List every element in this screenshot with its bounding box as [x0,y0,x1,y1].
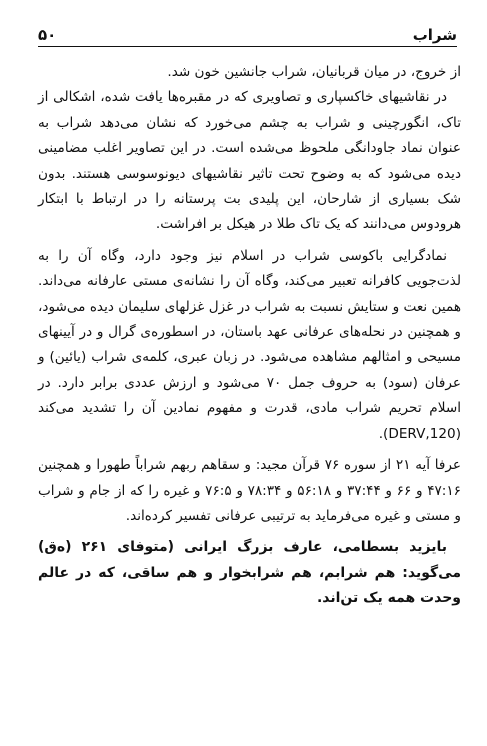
paragraph-4: عرفا آیه ۲۱ از سوره ۷۶ قرآن مجید: و سقاهم ربهم شراباً طهورا و همچنین ۴۷:۱۶ و ۶۶ و ۳۷:۴۴ و ۵۶:۱۸ و ۷۸:۳۴ و ۷۶:۵ و غیره را که از جام و شراب و مستی و غیره می‌فرماید به ترتیبی عرفانی تفسیر کرده‌اند. [38,457,461,524]
paragraph-2: در نقاشیهای خاکسپاری و تصاویری که در مقبره‌ها یافت شده، اشکالی از تاک، انگورچینی و شراب به چشم می‌خورد که نشان می‌دهد شراب به عنوان نماد جاودانگی ملحوظ می‌شده است. در این تصاویر اغلب مضامینی دیده می‌شود که به وضوح تحت تاثیر نقاشیهای دیونوسوسی هستند. بدون شک بسیاری از شارحان، این پلیدی بت پرستانه را در ارتباط با ابتکار هرودوس می‌دانند که یک تاک طلا در هیکل بر افراشت. [38,89,461,233]
paragraph-5: بایزید بسطامی، عارف بزرگ ایرانی (متوفای ۲۶۱ (ه‌ق) می‌گوید: هم شرابم، هم شرابخوار و هم ساقی، که در عالم وحدت همه یک تن‌اند. [38,539,461,607]
paragraph-3: نمادگرایی باکوسی شراب در اسلام نیز وجود دارد، وگاه آن را به لذت‌جویی کافرانه تعبیر می‌کند، وگاه آن را نشانه‌ی مستی عارفانه می‌داند. همین نعت و ستایش نسبت به شراب در غزل غزلهای سلیمان دیده می‌شود، و همچنین در نحله‌های عرفانی عهد باستان، در اسطوره‌ی گرال و در آیینهای مسیحی و امثالهم مشاهده می‌شود. در زبان عبری، کلمه‌ی شراب (یائین) و عرفان (سود) به حروف جمل ۷۰ می‌شود و ارزش عددی برابر دارد. در اسلام تحریم شراب مادی، قدرت و مفهوم نمادین آن را تشدید می‌کند (DERV,120). [38,247,462,442]
body-text [38,60,461,612]
running-header [38,18,457,47]
paragraph-1: از خروج، در میان قربانیان، شراب جانشین خون شد. [167,64,461,80]
page-number: ۵۰ [38,26,57,44]
running-title: شراب [412,26,457,44]
